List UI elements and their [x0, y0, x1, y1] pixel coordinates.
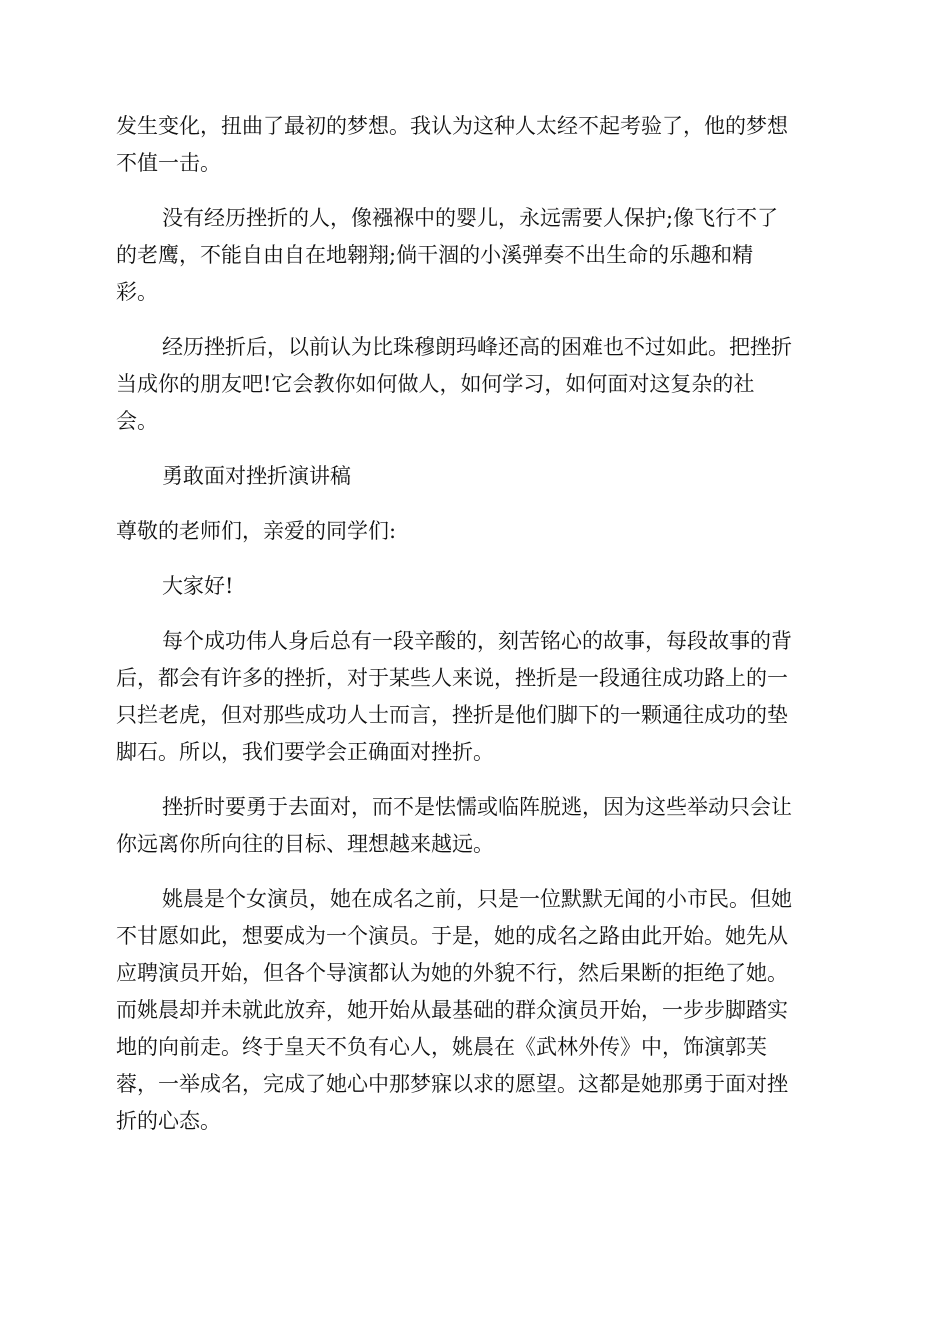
paragraph-2-line-1: 没有经历挫折的人，像襁褓中的婴儿，永远需要人保护;像飞行不了 — [162, 206, 779, 230]
paragraph-4-line-3: 只拦老虎，但对那些成功人士而言，挫折是他们脚下的一颗通往成功的垫 — [116, 703, 788, 727]
paragraph-2-line-2: 的老鹰，不能自由自在地翱翔;倘干涸的小溪弹奏不出生命的乐趣和精 — [116, 243, 754, 267]
paragraph-1-line-2: 不值一击。 — [116, 151, 221, 175]
paragraph-3-line-1: 经历挫折后，以前认为比珠穆朗玛峰还高的困难也不过如此。把挫折 — [162, 335, 792, 359]
paragraph-6-line-5: 地的向前走。终于皇天不负有心人，姚晨在《武林外传》中，饰演郭芙 — [116, 1035, 767, 1059]
speech-salutation: 尊敬的老师们，亲爱的同学们: — [116, 519, 397, 543]
paragraph-6-line-4: 而姚晨却并未就此放弃，她开始从最基础的群众演员开始，一步步脚踏实 — [116, 998, 788, 1022]
paragraph-4-line-2: 后，都会有许多的挫折，对于某些人来说，挫折是一段通往成功路上的一 — [116, 666, 788, 690]
speech-title: 勇敢面对挫折演讲稿 — [162, 464, 351, 488]
paragraph-4-line-4: 脚石。所以，我们要学会正确面对挫折。 — [116, 740, 494, 764]
speech-greeting: 大家好! — [162, 574, 234, 598]
paragraph-6-line-3: 应聘演员开始，但各个导演都认为她的外貌不行，然后果断的拒绝了她。 — [116, 961, 788, 985]
paragraph-6-line-1: 姚晨是个女演员，她在成名之前，只是一位默默无闻的小市民。但她 — [162, 887, 792, 911]
paragraph-6-line-7: 折的心态。 — [116, 1109, 221, 1133]
paragraph-6-line-2: 不甘愿如此，想要成为一个演员。于是，她的成名之路由此开始。她先从 — [116, 924, 788, 948]
paragraph-5-line-2: 你远离你所向往的目标、理想越来越远。 — [116, 832, 494, 856]
paragraph-6-line-6: 蓉，一举成名，完成了她心中那梦寐以求的愿望。这都是她那勇于面对挫 — [116, 1072, 788, 1096]
document-body — [116, 108, 832, 1140]
paragraph-5-line-1: 挫折时要勇于去面对，而不是怯懦或临阵脱逃，因为这些举动只会让 — [162, 795, 792, 819]
paragraph-3-line-2: 当成你的朋友吧!它会教你如何做人，如何学习，如何面对这复杂的社 — [116, 372, 755, 396]
paragraph-1-line-1: 发生变化，扭曲了最初的梦想。我认为这种人太经不起考验了，他的梦想 — [116, 114, 788, 138]
paragraph-2-line-3: 彩。 — [116, 280, 158, 304]
paragraph-4-line-1: 每个成功伟人身后总有一段辛酸的，刻苦铭心的故事，每段故事的背 — [162, 629, 792, 653]
paragraph-3-line-3: 会。 — [116, 409, 158, 433]
